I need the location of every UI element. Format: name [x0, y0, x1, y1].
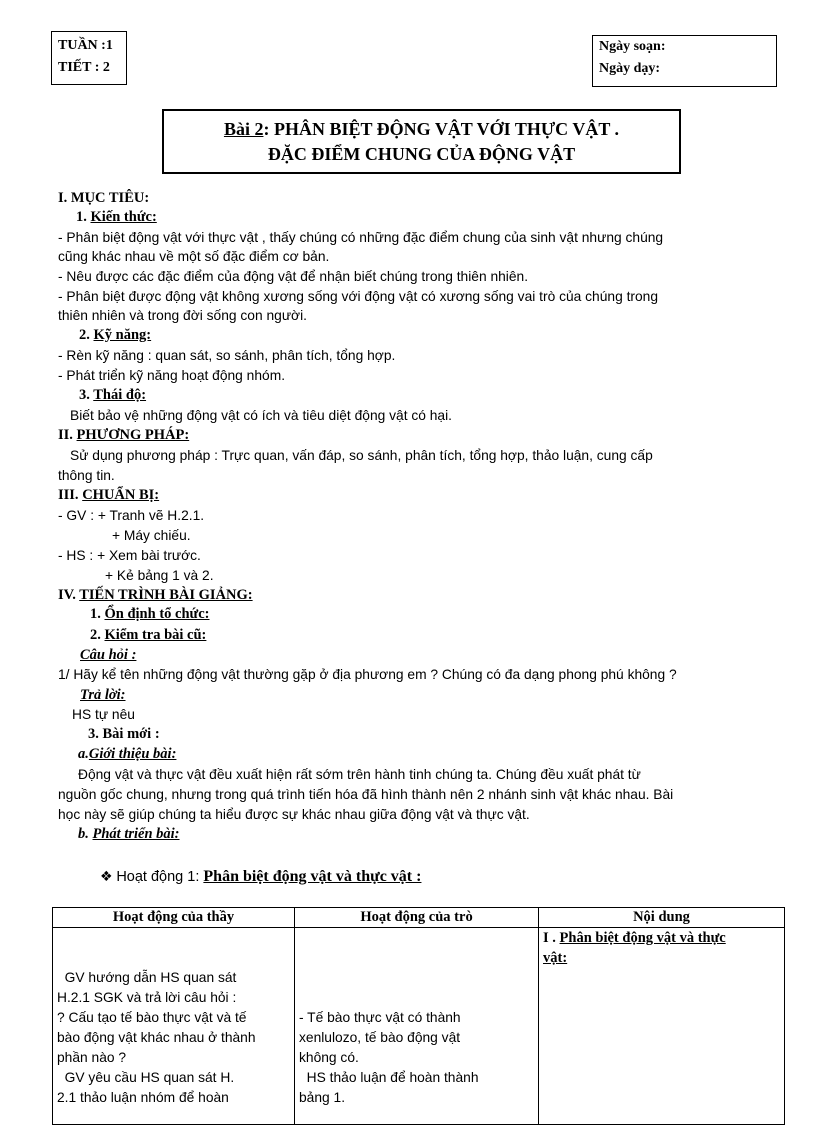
intro-heading: a.Giới thiệu bài:	[78, 746, 177, 762]
knowledge-line: - Phân biệt được động vật không xương sống với động vật có xương sống vai trò của chúng trong	[58, 289, 659, 304]
table-row	[53, 928, 785, 1125]
period-label: TIẾT : 2	[58, 60, 110, 75]
prep-date-label: Ngày soạn:	[599, 39, 666, 54]
attitude-heading: 3. Thái độ:	[79, 387, 147, 403]
table-header-row	[53, 908, 785, 928]
date-box	[592, 35, 777, 87]
knowledge-line: - Phân biệt động vật với thực vật , thấy chúng có những đặc điểm chung của sinh vật nhưng chúng	[58, 230, 664, 245]
development-heading: b. Phát triển bài:	[78, 826, 180, 842]
organization-heading: 1. Ổn định tổ chức:	[90, 606, 210, 622]
methods-heading: II. PHƯƠNG PHÁP:	[58, 427, 190, 443]
lesson-title-line1: Bài 2: PHÂN BIỆT ĐỘNG VẬT VỚI THỰC VẬT .	[223, 119, 620, 139]
prep-student-line: - HS : + Xem bài trước.	[58, 548, 201, 563]
objectives-heading: I. MỤC TIÊU:	[58, 190, 150, 206]
teach-date-label: Ngày dạy:	[599, 61, 661, 76]
prep-student-line: + Kẻ bảng 1 và 2.	[105, 568, 214, 583]
student-activity-cell: - Tế bào thực vật có thành xenlulozo, tế bào động vật không có. HS thảo luận để hoàn thành bảng 1.	[295, 928, 539, 1125]
question-label: Câu hỏi :	[80, 647, 137, 663]
intro-line: nguồn gốc chung, nhưng trong quá trình tiến hóa đã hình thành nên 2 nhánh sinh vật khác nhau. Bài	[58, 787, 674, 802]
skills-heading: 2. Kỹ năng:	[79, 327, 152, 343]
diamond-bullet-icon: ❖	[100, 869, 113, 885]
knowledge-line: - Nêu được các đặc điểm của động vật để nhận biết chúng trong thiên nhiên.	[58, 269, 529, 284]
table-header: Hoạt động của thầy	[53, 908, 295, 928]
prep-teacher-line: + Máy chiếu.	[112, 528, 191, 543]
teacher-activity-cell: GV hướng dẫn HS quan sát H.2.1 SGK và trả lời câu hỏi : ? Cấu tạo tế bào thực vật và tế bào động vật khác nhau ở thành phần nào ? GV yêu cầu HS quan sát H. 2.1 thảo luận nhóm để hoàn	[53, 928, 295, 1125]
week-label: TUẦN :1	[58, 38, 113, 53]
table-header: Nội dung	[539, 908, 785, 928]
lesson-title-box	[162, 109, 681, 174]
question-text: 1/ Hãy kể tên những động vật thường gặp ở địa phương em ? Chúng có đa dạng phong phú không ?	[58, 667, 677, 682]
skills-line: - Phát triển kỹ năng hoạt động nhóm.	[58, 368, 286, 383]
methods-line: Sử dụng phương pháp : Trực quan, vấn đáp, so sánh, phân tích, tổng hợp, thảo luận, cung cấp	[70, 448, 653, 463]
procedure-heading: IV. TIẾN TRÌNH BÀI GIẢNG:	[58, 587, 253, 603]
preparation-heading: III. CHUẨN BỊ:	[58, 487, 160, 503]
attitude-line: Biết bảo vệ những động vật có ích và tiêu diệt động vật có hại.	[70, 408, 453, 423]
methods-line: thông tin.	[58, 468, 115, 483]
content-cell: I . Phân biệt động vật và thực vật:	[539, 928, 785, 1125]
intro-line: Động vật và thực vật đều xuất hiện rất sớm trên hành tinh chúng ta. Chúng đều xuất phát từ	[78, 767, 641, 782]
prep-teacher-line: - GV : + Tranh vẽ H.2.1.	[58, 508, 205, 523]
lesson-title-line2: ĐẶC ĐIỂM CHUNG CỦA ĐỘNG VẬT	[267, 144, 576, 164]
lesson-number: Bài 2	[223, 119, 264, 139]
knowledge-heading: 1. Kiến thức:	[76, 209, 157, 225]
activity-heading: ❖ Hoạt động 1: Phân biệt động vật và thực vật :	[100, 868, 422, 885]
intro-line: học này sẽ giúp chúng ta hiểu được sự khác nhau giữa động vật và thực vật.	[58, 807, 530, 822]
skills-line: - Rèn kỹ năng : quan sát, so sánh, phân tích, tổng hợp.	[58, 348, 396, 363]
answer-text: HS tự nêu	[72, 707, 135, 722]
review-heading: 2. Kiểm tra bài cũ:	[90, 627, 207, 643]
activity-title: Phân biệt động vật và thực vật :	[203, 868, 422, 885]
knowledge-line: thiên nhiên và trong đời sống con người.	[58, 308, 308, 323]
activity-table	[52, 907, 785, 1125]
week-period-box	[51, 31, 127, 85]
content-title: Phân biệt động vật và thực	[559, 930, 726, 946]
table-header: Hoạt động của trò	[295, 908, 539, 928]
knowledge-line: cũng khác nhau về một số đặc điểm cơ bản.	[58, 249, 330, 264]
new-lesson-heading: 3. Bài mới :	[88, 726, 160, 742]
answer-label: Trả lời:	[80, 687, 126, 703]
